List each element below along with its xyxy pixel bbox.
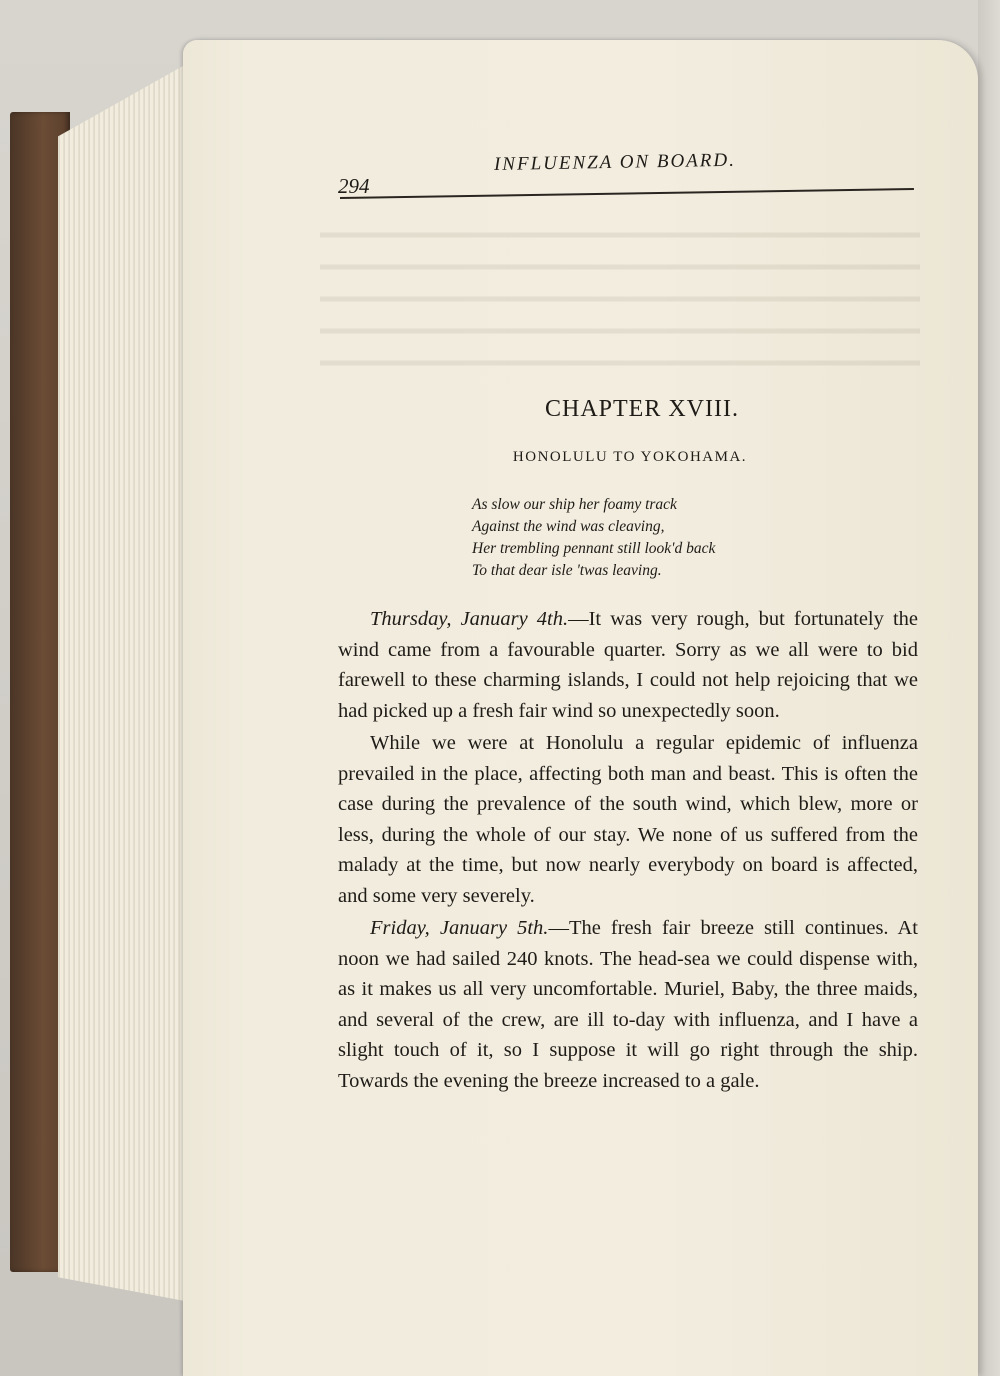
chapter-title: CHAPTER XVIII.	[545, 396, 739, 422]
epigraph-line: Her trembling pennant still look'd back	[472, 540, 716, 557]
epigraph	[472, 494, 715, 582]
paragraph-text: While we were at Honolulu a regular epidemic of influenza prevailed in the place, affecting both man and beast. This is often the case during the prevalence of the south wind, which blew, more or less, during the whole of our stay. We none of us suffered from the malady at the time, but now nearly everybody on board is affected, and some very severely.	[338, 732, 918, 907]
chapter-subtitle: HONOLULU TO YOKOHAMA.	[512, 449, 748, 465]
facing-page-edge	[978, 0, 1000, 1376]
show-through-text	[320, 210, 920, 370]
paragraph	[338, 728, 918, 911]
epigraph-line: Against the wind was cleaving,	[472, 518, 665, 535]
body-text	[338, 604, 918, 1098]
page-edges	[40, 62, 190, 1302]
paragraph	[338, 913, 918, 1096]
paragraph	[338, 604, 918, 726]
diary-date: Friday, January 5th.	[370, 917, 549, 939]
diary-date: Thursday, January 4th.	[370, 608, 569, 630]
page-number: 294	[338, 174, 370, 198]
epigraph-line: To that dear isle 'twas leaving.	[472, 562, 662, 579]
running-head: INFLUENZA ON BOARD.	[493, 149, 737, 175]
paragraph-text: —It was very rough, but fortunately the wind came from a favourable quarter. Sorry as we all were to bid farewell to these charming islands, I could not help rejoicing that we had picked up a fresh fair wind so unexpectedly soon.	[338, 608, 918, 722]
paragraph-text: —The fresh fair breeze still continues. At noon we had sailed 240 knots. The head-sea we could dispense with, as it makes us all very uncomfortable. Muriel, Baby, the three maids, and several of the crew, are ill to-day with influenza, and I have a slight touch of it, so I suppose it will go right through the ship. Towards the evening the breeze increased to a gale.	[338, 917, 918, 1092]
epigraph-line: As slow our ship her foamy track	[472, 496, 677, 513]
